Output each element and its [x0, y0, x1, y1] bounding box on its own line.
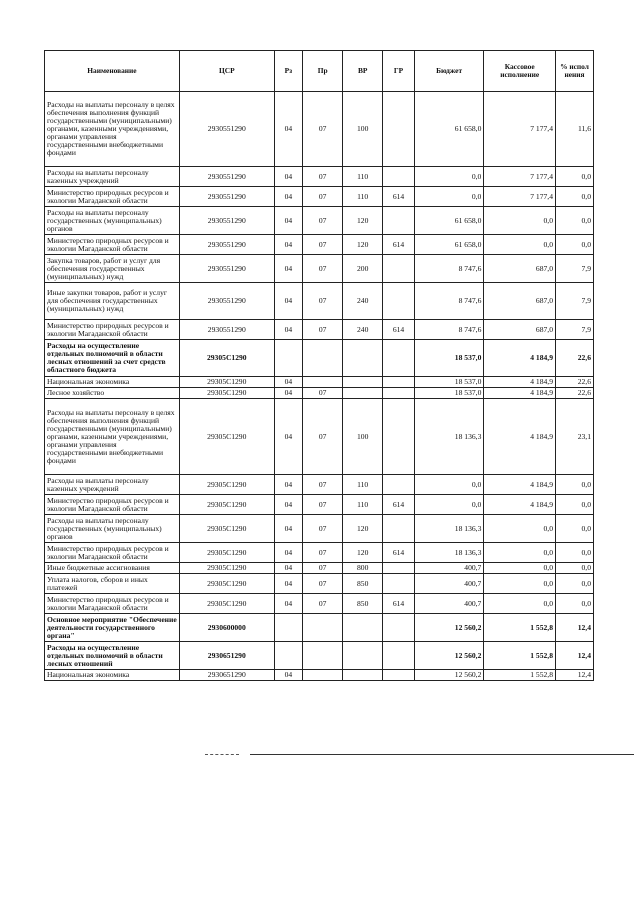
row-vr [343, 388, 383, 399]
row-budget: 61 658,0 [414, 235, 484, 255]
row-kassa: 0,0 [484, 207, 556, 235]
table-row [45, 235, 594, 255]
row-csr: 2930551290 [179, 255, 274, 283]
row-vr: 120 [343, 235, 383, 255]
table-row [45, 340, 594, 377]
row-budget: 8 747,6 [414, 320, 484, 340]
row-rz: 04 [274, 320, 302, 340]
row-pct: 0,0 [556, 207, 594, 235]
row-pr: 07 [303, 574, 343, 594]
row-csr: 2930551290 [179, 320, 274, 340]
row-gr [383, 563, 415, 574]
row-pct: 11,6 [556, 92, 594, 167]
table-row [45, 320, 594, 340]
header-vr: ВР [343, 51, 383, 92]
row-kassa: 687,0 [484, 320, 556, 340]
row-budget: 61 658,0 [414, 207, 484, 235]
row-name: Расходы на осуществление отдельных полномочий в области лесных отношений за счет средств областного бюджета [45, 340, 180, 377]
row-kassa: 7 177,4 [484, 92, 556, 167]
row-gr [383, 377, 415, 388]
row-rz: 04 [274, 388, 302, 399]
row-name: Расходы на выплаты персоналу казенных учреждений [45, 167, 180, 187]
row-name: Иные закупки товаров, работ и услуг для обеспечения государственных (муниципальных) нужд [45, 283, 180, 320]
row-pr: 07 [303, 388, 343, 399]
row-name: Министерство природных ресурсов и экологии Магаданской области [45, 235, 180, 255]
row-kassa: 1 552,8 [484, 614, 556, 642]
row-csr: 2930551290 [179, 167, 274, 187]
row-csr: 29305С1290 [179, 340, 274, 377]
row-kassa: 7 177,4 [484, 167, 556, 187]
row-gr [383, 574, 415, 594]
row-budget: 0,0 [414, 187, 484, 207]
row-name: Национальная экономика [45, 377, 180, 388]
row-rz: 04 [274, 283, 302, 320]
row-vr: 110 [343, 167, 383, 187]
row-rz: 04 [274, 670, 302, 681]
row-pr: 07 [303, 167, 343, 187]
row-budget: 400,7 [414, 594, 484, 614]
row-budget: 18 136,3 [414, 543, 484, 563]
header-budget: Бюджет [414, 51, 484, 92]
row-csr: 2930551290 [179, 283, 274, 320]
row-budget: 0,0 [414, 475, 484, 495]
table-row [45, 388, 594, 399]
row-vr: 120 [343, 207, 383, 235]
row-csr: 2930551290 [179, 187, 274, 207]
table-row [45, 475, 594, 495]
row-gr: 614 [383, 543, 415, 563]
row-pr: 07 [303, 320, 343, 340]
row-vr: 110 [343, 475, 383, 495]
row-budget: 12 560,2 [414, 642, 484, 670]
row-pct: 7,9 [556, 320, 594, 340]
row-name: Расходы на выплаты персоналу казенных учреждений [45, 475, 180, 495]
row-budget: 18 136,3 [414, 399, 484, 475]
table-row [45, 495, 594, 515]
row-kassa: 0,0 [484, 235, 556, 255]
header-pct: % испол нения [556, 51, 594, 92]
row-kassa: 687,0 [484, 283, 556, 320]
table-row [45, 515, 594, 543]
row-pct: 22,6 [556, 340, 594, 377]
row-pct: 22,6 [556, 388, 594, 399]
row-name: Министерство природных ресурсов и экологии Магаданской области [45, 594, 180, 614]
row-gr [383, 642, 415, 670]
row-csr: 29305С1290 [179, 594, 274, 614]
row-kassa: 0,0 [484, 543, 556, 563]
row-pr [303, 614, 343, 642]
table-header-row [45, 51, 594, 92]
row-pct: 0,0 [556, 495, 594, 515]
row-gr [383, 255, 415, 283]
row-gr [383, 167, 415, 187]
row-csr: 2930600000 [179, 614, 274, 642]
row-kassa: 1 552,8 [484, 670, 556, 681]
row-rz [274, 340, 302, 377]
row-pct: 22,6 [556, 377, 594, 388]
row-pr: 07 [303, 399, 343, 475]
row-vr: 240 [343, 320, 383, 340]
row-rz: 04 [274, 594, 302, 614]
row-name: Расходы на выплаты персоналу государственных (муниципальных) органов [45, 515, 180, 543]
row-pr: 07 [303, 475, 343, 495]
row-pr: 07 [303, 187, 343, 207]
row-pct: 0,0 [556, 515, 594, 543]
row-budget: 400,7 [414, 563, 484, 574]
row-gr [383, 670, 415, 681]
row-vr: 240 [343, 283, 383, 320]
row-budget: 61 658,0 [414, 92, 484, 167]
table-row [45, 207, 594, 235]
row-name: Министерство природных ресурсов и экологии Магаданской области [45, 187, 180, 207]
row-rz: 04 [274, 207, 302, 235]
row-kassa: 0,0 [484, 515, 556, 543]
row-pct: 0,0 [556, 187, 594, 207]
row-csr: 2930651290 [179, 670, 274, 681]
row-budget: 12 560,2 [414, 670, 484, 681]
table-row [45, 670, 594, 681]
row-pr: 07 [303, 255, 343, 283]
row-kassa: 4 184,9 [484, 399, 556, 475]
row-budget: 400,7 [414, 574, 484, 594]
row-pct: 12,4 [556, 642, 594, 670]
row-gr [383, 475, 415, 495]
row-pct: 0,0 [556, 235, 594, 255]
row-csr: 2930551290 [179, 207, 274, 235]
row-kassa: 4 184,9 [484, 475, 556, 495]
table-row [45, 614, 594, 642]
table-row [45, 543, 594, 563]
row-csr: 2930551290 [179, 92, 274, 167]
row-csr: 29305С1290 [179, 399, 274, 475]
row-rz: 04 [274, 515, 302, 543]
row-pr: 07 [303, 235, 343, 255]
row-pct: 0,0 [556, 563, 594, 574]
row-gr [383, 207, 415, 235]
row-pct: 0,0 [556, 543, 594, 563]
row-name: Министерство природных ресурсов и экологии Магаданской области [45, 495, 180, 515]
table-row [45, 92, 594, 167]
row-pct: 12,4 [556, 614, 594, 642]
table-row [45, 399, 594, 475]
row-budget: 18 136,3 [414, 515, 484, 543]
row-kassa: 4 184,9 [484, 495, 556, 515]
row-name: Расходы на выплаты персоналу в целях обеспечения выполнения функций государственными (муниципальными) органами, казенными учреждениями, органами управления государственными внебюджетными фондами [45, 92, 180, 167]
row-gr: 614 [383, 235, 415, 255]
header-rz: Рз [274, 51, 302, 92]
table-row [45, 167, 594, 187]
row-rz: 04 [274, 377, 302, 388]
row-budget: 0,0 [414, 167, 484, 187]
row-kassa: 0,0 [484, 563, 556, 574]
table-row [45, 283, 594, 320]
row-pr: 07 [303, 543, 343, 563]
row-pr: 07 [303, 92, 343, 167]
row-rz: 04 [274, 399, 302, 475]
row-rz: 04 [274, 255, 302, 283]
row-budget: 18 537,0 [414, 388, 484, 399]
row-kassa: 4 184,9 [484, 340, 556, 377]
row-budget: 12 560,2 [414, 614, 484, 642]
row-rz: 04 [274, 563, 302, 574]
row-budget: 18 537,0 [414, 340, 484, 377]
row-pr [303, 642, 343, 670]
row-pr: 07 [303, 563, 343, 574]
row-rz [274, 614, 302, 642]
row-vr [343, 340, 383, 377]
row-csr: 29305С1290 [179, 495, 274, 515]
footer-rule-line [250, 754, 634, 755]
row-rz: 04 [274, 475, 302, 495]
row-pct: 7,9 [556, 283, 594, 320]
row-vr: 120 [343, 543, 383, 563]
table-row [45, 642, 594, 670]
row-name: Министерство природных ресурсов и экологии Магаданской области [45, 320, 180, 340]
row-csr: 29305С1290 [179, 377, 274, 388]
row-pr [303, 377, 343, 388]
row-vr [343, 614, 383, 642]
header-csr: ЦСР [179, 51, 274, 92]
row-kassa: 4 184,9 [484, 388, 556, 399]
header-pr: Пр [303, 51, 343, 92]
row-csr: 29305С1290 [179, 475, 274, 495]
row-pct: 0,0 [556, 167, 594, 187]
row-name: Национальная экономика [45, 670, 180, 681]
row-rz: 04 [274, 187, 302, 207]
row-name: Лесное хозяйство [45, 388, 180, 399]
row-pct: 23,1 [556, 399, 594, 475]
row-vr: 110 [343, 187, 383, 207]
row-pr: 07 [303, 283, 343, 320]
row-gr: 614 [383, 320, 415, 340]
table-row [45, 594, 594, 614]
row-vr: 100 [343, 92, 383, 167]
header-gr: ГР [383, 51, 415, 92]
row-name: Основное мероприятие "Обеспечение деятельности государственного органа" [45, 614, 180, 642]
table-row [45, 563, 594, 574]
row-budget: 8 747,6 [414, 255, 484, 283]
row-gr: 614 [383, 594, 415, 614]
row-name: Расходы на выплаты персоналу государственных (муниципальных) органов [45, 207, 180, 235]
row-vr: 800 [343, 563, 383, 574]
table-row [45, 187, 594, 207]
row-csr: 29305С1290 [179, 543, 274, 563]
row-vr: 120 [343, 515, 383, 543]
row-name: Расходы на осуществление отдельных полномочий в области лесных отношений [45, 642, 180, 670]
row-pr: 07 [303, 495, 343, 515]
row-pr: 07 [303, 594, 343, 614]
row-pr [303, 670, 343, 681]
row-kassa: 687,0 [484, 255, 556, 283]
row-csr: 29305С1290 [179, 515, 274, 543]
row-kassa: 4 184,9 [484, 377, 556, 388]
row-gr [383, 92, 415, 167]
row-kassa: 1 552,8 [484, 642, 556, 670]
row-name: Расходы на выплаты персоналу в целях обеспечения выполнения функций государственными (муниципальными) органами, казенными учреждениями, органами управления государственными внебюджетными фондами [45, 399, 180, 475]
footer-dash-line [205, 754, 239, 755]
row-vr: 850 [343, 594, 383, 614]
row-pct: 0,0 [556, 574, 594, 594]
row-vr [343, 670, 383, 681]
row-vr [343, 642, 383, 670]
row-rz: 04 [274, 167, 302, 187]
row-rz: 04 [274, 574, 302, 594]
row-csr: 29305С1290 [179, 563, 274, 574]
row-rz: 04 [274, 543, 302, 563]
row-budget: 8 747,6 [414, 283, 484, 320]
row-kassa: 0,0 [484, 574, 556, 594]
header-kassa: Кассовое исполнение [484, 51, 556, 92]
row-csr: 29305С1290 [179, 388, 274, 399]
row-pct: 7,9 [556, 255, 594, 283]
row-vr: 100 [343, 399, 383, 475]
table-row [45, 255, 594, 283]
row-name: Министерство природных ресурсов и экологии Магаданской области [45, 543, 180, 563]
row-budget: 18 537,0 [414, 377, 484, 388]
row-pr: 07 [303, 515, 343, 543]
table-row [45, 574, 594, 594]
row-vr: 110 [343, 495, 383, 515]
row-rz: 04 [274, 92, 302, 167]
row-name: Закупка товаров, работ и услуг для обеспечения государственных (муниципальных) нужд [45, 255, 180, 283]
budget-execution-table [44, 50, 594, 681]
row-gr [383, 283, 415, 320]
row-vr: 850 [343, 574, 383, 594]
row-vr [343, 377, 383, 388]
row-name: Уплата налогов, сборов и иных платежей [45, 574, 180, 594]
row-pct: 0,0 [556, 594, 594, 614]
row-gr [383, 388, 415, 399]
row-rz: 04 [274, 235, 302, 255]
row-name: Иные бюджетные ассигнования [45, 563, 180, 574]
row-pct: 12,4 [556, 670, 594, 681]
row-gr [383, 515, 415, 543]
header-name: Наименование [45, 51, 180, 92]
row-gr [383, 614, 415, 642]
row-pr [303, 340, 343, 377]
row-gr: 614 [383, 495, 415, 515]
row-csr: 29305С1290 [179, 574, 274, 594]
row-rz: 04 [274, 495, 302, 515]
table-row [45, 377, 594, 388]
row-rz [274, 642, 302, 670]
row-gr: 614 [383, 187, 415, 207]
row-kassa: 0,0 [484, 594, 556, 614]
row-vr: 200 [343, 255, 383, 283]
row-csr: 2930651290 [179, 642, 274, 670]
row-pr: 07 [303, 207, 343, 235]
row-kassa: 7 177,4 [484, 187, 556, 207]
row-budget: 0,0 [414, 495, 484, 515]
row-csr: 2930551290 [179, 235, 274, 255]
row-pct: 0,0 [556, 475, 594, 495]
row-gr [383, 340, 415, 377]
row-gr [383, 399, 415, 475]
